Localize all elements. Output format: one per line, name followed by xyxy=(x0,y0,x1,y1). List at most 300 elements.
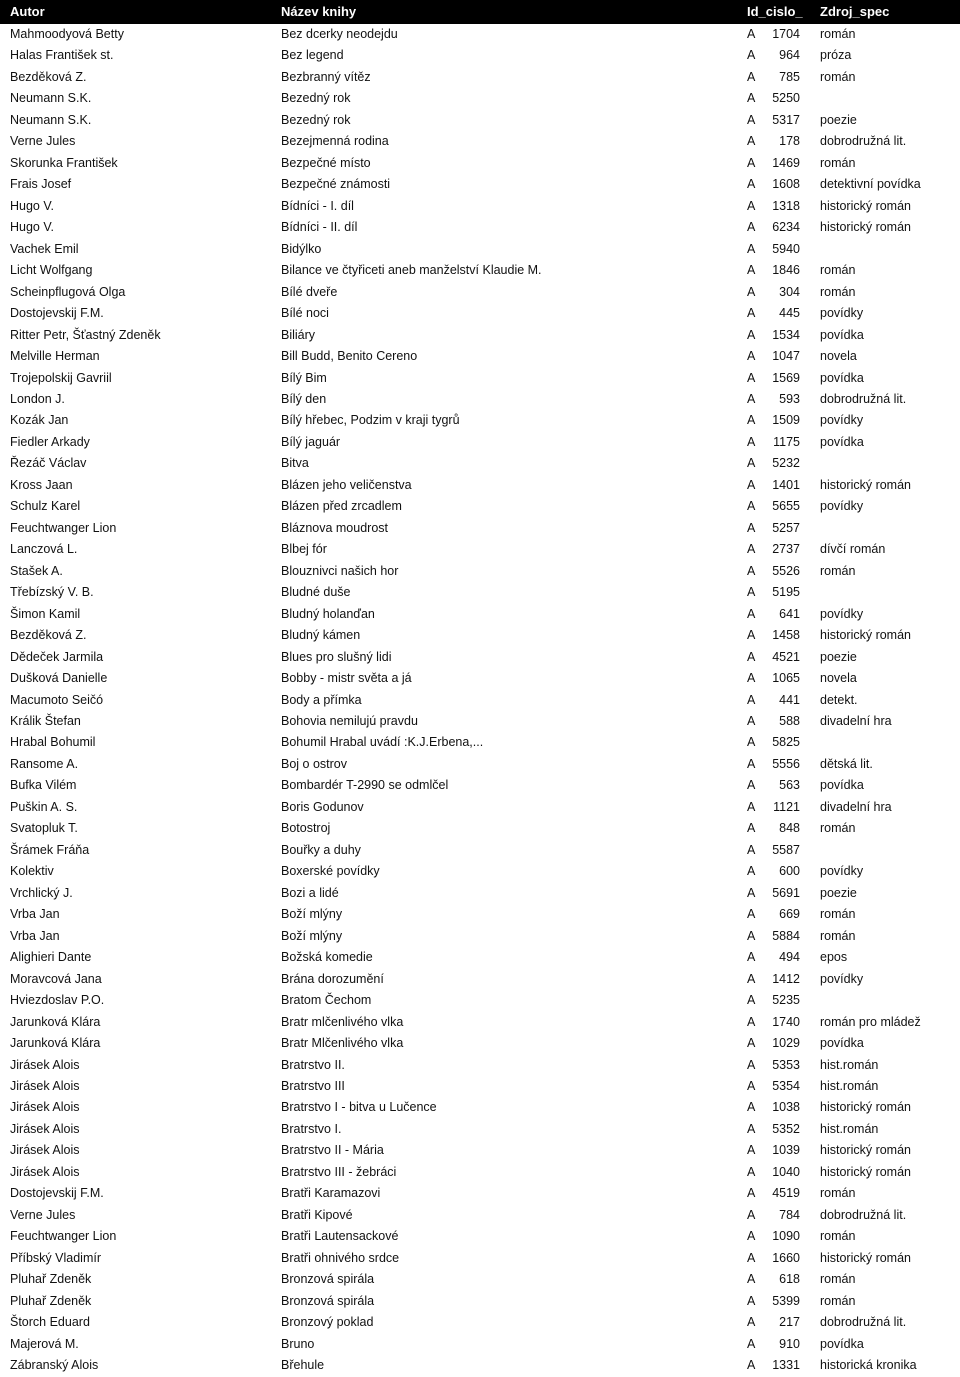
cell-autor: Halas František st. xyxy=(10,48,114,63)
cell-zdroj: poezie xyxy=(820,112,857,127)
cell-id-prefix: A xyxy=(747,692,756,707)
cell-id-prefix: A xyxy=(747,1293,756,1308)
cell-nazev: Bez legend xyxy=(281,48,344,63)
cell-id-number: 1401 xyxy=(772,477,800,492)
cell-autor: Králik Štefan xyxy=(10,714,81,728)
cell-id-prefix: A xyxy=(747,327,756,342)
header-nazev: Název knihy xyxy=(281,4,357,19)
cell-zdroj: historický román xyxy=(820,477,911,492)
cell-nazev: Bronzová spirála xyxy=(281,1293,375,1308)
cell-zdroj: povídky xyxy=(820,499,864,514)
table-row xyxy=(0,582,960,603)
cell-id-number: 1608 xyxy=(772,177,800,192)
cell-zdroj: divadelní hra xyxy=(820,714,892,728)
table-row xyxy=(0,174,960,195)
cell-zdroj: dobrodružná lit. xyxy=(820,1315,907,1330)
table-row xyxy=(0,1076,960,1097)
cell-id-prefix: A xyxy=(747,756,756,771)
cell-id-prefix: A xyxy=(747,91,756,106)
cell-zdroj: historický román xyxy=(820,1164,911,1179)
cell-zdroj: detektivní povídka xyxy=(820,177,921,192)
cell-zdroj: román xyxy=(820,821,856,836)
table-row xyxy=(0,1119,960,1140)
cell-id-prefix: A xyxy=(747,1100,756,1115)
cell-autor: Melville Herman xyxy=(10,349,100,364)
cell-nazev: Bronzová spirála xyxy=(281,1272,375,1287)
cell-id-number: 1846 xyxy=(772,263,800,278)
cell-zdroj: povídky xyxy=(820,971,864,986)
table-row xyxy=(0,153,960,174)
cell-id-prefix: A xyxy=(747,263,756,278)
cell-autor: Jarunková Klára xyxy=(10,1014,101,1029)
cell-nazev: Bruno xyxy=(281,1336,315,1351)
cell-id-number: 1740 xyxy=(772,1014,800,1029)
cell-nazev: Blázen před zrcadlem xyxy=(281,499,402,514)
cell-nazev: Body a přímka xyxy=(281,692,362,707)
cell-id-prefix: A xyxy=(747,155,756,170)
cell-id-number: 1704 xyxy=(772,27,800,41)
cell-id-prefix: A xyxy=(747,649,756,664)
cell-autor: Fiedler Arkady xyxy=(10,434,90,449)
table-row xyxy=(0,818,960,839)
cell-nazev: Bill Budd, Benito Cereno xyxy=(281,349,418,364)
cell-nazev: Bezedný rok xyxy=(281,91,351,106)
cell-zdroj: povídka xyxy=(820,1336,864,1351)
cell-id-prefix: A xyxy=(747,349,756,364)
cell-id-number: 1660 xyxy=(772,1250,800,1265)
table-row xyxy=(0,325,960,346)
cell-id-number: 1509 xyxy=(772,413,800,428)
cell-zdroj: román xyxy=(820,155,856,170)
table-row xyxy=(0,368,960,389)
cell-zdroj: povídka xyxy=(820,434,864,449)
cell-autor: Frais Josef xyxy=(10,177,72,192)
cell-id-prefix: A xyxy=(747,177,756,192)
cell-id-prefix: A xyxy=(747,971,756,986)
cell-nazev: Bílý hřebec, Podzim v kraji tygrů xyxy=(281,413,460,428)
cell-nazev: Bludný kámen xyxy=(281,628,361,643)
cell-id-prefix: A xyxy=(747,284,756,299)
cell-id-number: 588 xyxy=(779,714,800,728)
cell-autor: Kozák Jan xyxy=(10,413,69,428)
cell-autor: Stašek A. xyxy=(10,563,63,578)
table-row xyxy=(0,690,960,711)
cell-id-number: 4521 xyxy=(772,649,800,664)
cell-zdroj: povídky xyxy=(820,306,864,321)
cell-nazev: Bezpečné známosti xyxy=(281,177,391,192)
cell-zdroj: novela xyxy=(820,671,857,686)
cell-id-number: 1469 xyxy=(772,155,800,170)
cell-id-number: 304 xyxy=(779,284,800,299)
cell-id-number: 1534 xyxy=(772,327,800,342)
cell-id-prefix: A xyxy=(747,391,756,406)
cell-id-number: 5257 xyxy=(772,520,800,535)
cell-zdroj: román xyxy=(820,1272,856,1287)
cell-autor: Bezděková Z. xyxy=(10,628,87,643)
table-row xyxy=(0,131,960,152)
table-row xyxy=(0,303,960,324)
cell-id-prefix: A xyxy=(747,477,756,492)
cell-id-number: 441 xyxy=(779,692,800,707)
cell-autor: Jirásek Alois xyxy=(10,1057,80,1072)
cell-id-prefix: A xyxy=(747,542,756,557)
table-row xyxy=(0,67,960,88)
cell-nazev: Bludný holanďan xyxy=(281,606,375,621)
cell-nazev: Bidýlko xyxy=(281,241,322,256)
cell-nazev: Bídníci - I. díl xyxy=(281,198,354,213)
cell-zdroj: povídky xyxy=(820,413,864,428)
cell-id-number: 1029 xyxy=(772,1036,800,1051)
cell-autor: Verne Jules xyxy=(10,1207,76,1222)
cell-id-number: 618 xyxy=(779,1272,800,1287)
cell-id-prefix: A xyxy=(747,1121,756,1136)
cell-zdroj: román xyxy=(820,1293,856,1308)
cell-id-number: 563 xyxy=(779,778,800,793)
cell-autor: Macumoto Seičó xyxy=(10,692,104,707)
cell-id-prefix: A xyxy=(747,1057,756,1072)
table-row xyxy=(0,947,960,968)
cell-nazev: Bratři Karamazovi xyxy=(281,1186,381,1201)
cell-zdroj: povídky xyxy=(820,606,864,621)
cell-nazev: Boj o ostrov xyxy=(281,756,348,771)
cell-id-prefix: A xyxy=(747,370,756,385)
cell-id-number: 5195 xyxy=(772,585,800,600)
cell-id-prefix: A xyxy=(747,413,756,428)
cell-zdroj: román xyxy=(820,69,856,84)
table-row xyxy=(0,732,960,753)
table-row xyxy=(0,518,960,539)
cell-nazev: Boris Godunov xyxy=(281,799,364,814)
table-row xyxy=(0,1312,960,1333)
cell-id-prefix: A xyxy=(747,1186,756,1201)
table-row xyxy=(0,346,960,367)
cell-nazev: Blbej fór xyxy=(281,542,327,557)
cell-nazev: Boxerské povídky xyxy=(281,864,380,879)
cell-autor: Svatopluk T. xyxy=(10,821,78,836)
cell-id-prefix: A xyxy=(747,799,756,814)
table-row xyxy=(0,797,960,818)
cell-nazev: Božská komedie xyxy=(281,950,373,965)
cell-id-prefix: A xyxy=(747,1336,756,1351)
cell-autor: Kross Jaan xyxy=(10,477,73,492)
table-row xyxy=(0,1012,960,1033)
cell-zdroj: divadelní hra xyxy=(820,799,892,814)
cell-nazev: Bitva xyxy=(281,456,309,471)
cell-id-number: 1047 xyxy=(772,349,800,364)
table-row xyxy=(0,88,960,109)
cell-zdroj: poezie xyxy=(820,649,857,664)
cell-id-number: 1065 xyxy=(772,671,800,686)
cell-nazev: Bílé dveře xyxy=(281,284,338,299)
cell-id-prefix: A xyxy=(747,735,756,750)
table-row xyxy=(0,561,960,582)
cell-zdroj: dětská lit. xyxy=(820,756,873,771)
cell-nazev: Biliáry xyxy=(281,327,316,342)
cell-id-number: 2737 xyxy=(772,542,800,557)
cell-autor: Alighieri Dante xyxy=(10,950,92,965)
cell-nazev: Bratři Lautensackové xyxy=(281,1229,399,1244)
cell-id-number: 5232 xyxy=(772,456,800,471)
cell-autor: Puškin A. S. xyxy=(10,799,78,814)
cell-autor: Mahmoodyová Betty xyxy=(10,27,124,41)
table-row xyxy=(0,260,960,281)
table-row xyxy=(0,883,960,904)
cell-nazev: Bezpečné místo xyxy=(281,155,371,170)
cell-nazev: Bratrstvo II. xyxy=(281,1057,345,1072)
table-row xyxy=(0,539,960,560)
cell-autor: Feuchtwanger Lion xyxy=(10,520,117,535)
cell-nazev: Bezedný rok xyxy=(281,112,351,127)
cell-id-number: 5587 xyxy=(772,842,800,857)
cell-autor: Šimon Kamil xyxy=(10,606,81,621)
cell-nazev: Boží mlýny xyxy=(281,907,343,922)
table-header xyxy=(0,0,960,24)
cell-autor: Dostojevskij F.M. xyxy=(10,306,104,321)
cell-zdroj: dívčí román xyxy=(820,542,886,557)
cell-zdroj: hist.román xyxy=(820,1057,879,1072)
cell-autor: London J. xyxy=(10,391,65,406)
cell-id-number: 494 xyxy=(779,950,800,965)
table-row xyxy=(0,1291,960,1312)
table-row xyxy=(0,604,960,625)
cell-id-number: 5354 xyxy=(772,1078,800,1093)
cell-id-prefix: A xyxy=(747,563,756,578)
header-zdroj: Zdroj_spec xyxy=(820,4,890,19)
table-row xyxy=(0,475,960,496)
cell-autor: Jirásek Alois xyxy=(10,1143,80,1158)
cell-autor: Jirásek Alois xyxy=(10,1078,80,1093)
cell-id-number: 848 xyxy=(779,821,800,836)
cell-id-prefix: A xyxy=(747,1078,756,1093)
cell-id-prefix: A xyxy=(747,842,756,857)
table-row xyxy=(0,1140,960,1161)
cell-id-number: 1412 xyxy=(772,971,800,986)
cell-nazev: Bratrstvo I. xyxy=(281,1121,342,1136)
table-row xyxy=(0,24,960,45)
cell-id-number: 5352 xyxy=(772,1121,800,1136)
cell-nazev: Bobby - mistr světa a já xyxy=(281,671,412,686)
cell-zdroj: román xyxy=(820,1229,856,1244)
cell-zdroj: román xyxy=(820,563,856,578)
cell-nazev: Bratrstvo I - bitva u Lučence xyxy=(281,1100,437,1115)
cell-id-prefix: A xyxy=(747,950,756,965)
cell-zdroj: povídka xyxy=(820,327,864,342)
cell-autor: Vachek Emil xyxy=(10,241,79,256)
cell-zdroj: hist.román xyxy=(820,1078,879,1093)
cell-id-prefix: A xyxy=(747,821,756,836)
cell-autor: Bufka Vilém xyxy=(10,778,77,793)
cell-id-number: 910 xyxy=(779,1336,800,1351)
cell-id-number: 5940 xyxy=(772,241,800,256)
header-autor: Autor xyxy=(10,4,45,19)
cell-id-prefix: A xyxy=(747,1358,756,1373)
cell-nazev: Bídníci - II. díl xyxy=(281,220,358,235)
cell-id-number: 1039 xyxy=(772,1143,800,1158)
cell-nazev: Bez dcerky neodejdu xyxy=(281,27,398,41)
cell-nazev: Bratři ohnivého srdce xyxy=(281,1250,400,1265)
cell-id-prefix: A xyxy=(747,864,756,879)
cell-id-prefix: A xyxy=(747,1207,756,1222)
cell-id-prefix: A xyxy=(747,1229,756,1244)
table-row xyxy=(0,1183,960,1204)
cell-zdroj: historický román xyxy=(820,628,911,643)
cell-id-prefix: A xyxy=(747,885,756,900)
cell-id-number: 6234 xyxy=(772,220,800,235)
cell-id-prefix: A xyxy=(747,27,756,41)
cell-id-prefix: A xyxy=(747,241,756,256)
cell-nazev: Bezbranný vítěz xyxy=(281,69,371,84)
cell-id-prefix: A xyxy=(747,993,756,1008)
cell-zdroj: poezie xyxy=(820,885,857,900)
cell-autor: Pluhař Zdeněk xyxy=(10,1272,92,1287)
cell-id-number: 5399 xyxy=(772,1293,800,1308)
cell-zdroj: dobrodružná lit. xyxy=(820,134,907,149)
cell-id-number: 964 xyxy=(779,48,800,63)
cell-zdroj: román xyxy=(820,284,856,299)
table-body xyxy=(0,24,960,1377)
cell-id-prefix: A xyxy=(747,499,756,514)
table-row xyxy=(0,625,960,646)
table-row xyxy=(0,389,960,410)
table-row xyxy=(0,754,960,775)
cell-autor: Vrba Jan xyxy=(10,928,60,943)
cell-nazev: Bratrstvo III - žebráci xyxy=(281,1164,397,1179)
cell-autor: Štorch Eduard xyxy=(10,1315,90,1330)
cell-id-number: 5235 xyxy=(772,993,800,1008)
cell-autor: Schulz Karel xyxy=(10,499,81,514)
cell-id-number: 217 xyxy=(779,1315,800,1330)
cell-nazev: Bláznova moudrost xyxy=(281,520,389,535)
cell-autor: Hviezdoslav P.O. xyxy=(10,993,105,1008)
cell-id-number: 178 xyxy=(779,134,800,149)
cell-id-prefix: A xyxy=(747,907,756,922)
cell-id-number: 1175 xyxy=(773,434,800,449)
cell-zdroj: román xyxy=(820,27,856,41)
cell-nazev: Blouznivci našich hor xyxy=(281,563,399,578)
cell-nazev: Bílý jaguár xyxy=(281,434,341,449)
cell-id-number: 5317 xyxy=(772,112,800,127)
cell-id-number: 445 xyxy=(779,306,800,321)
cell-autor: Lanczová L. xyxy=(10,542,78,557)
cell-autor: Neumann S.K. xyxy=(10,91,92,106)
table-row xyxy=(0,1334,960,1355)
cell-id-number: 593 xyxy=(779,391,800,406)
cell-id-number: 5884 xyxy=(772,928,800,943)
cell-id-prefix: A xyxy=(747,1272,756,1287)
table-row xyxy=(0,990,960,1011)
table-row xyxy=(0,196,960,217)
table-row xyxy=(0,775,960,796)
cell-autor: Majerová M. xyxy=(10,1336,79,1351)
cell-autor: Bezděková Z. xyxy=(10,69,87,84)
cell-id-number: 1331 xyxy=(772,1358,800,1373)
cell-id-prefix: A xyxy=(747,112,756,127)
cell-zdroj: román xyxy=(820,928,856,943)
cell-autor: Scheinpflugová Olga xyxy=(10,284,126,299)
cell-id-prefix: A xyxy=(747,198,756,213)
cell-id-prefix: A xyxy=(747,585,756,600)
cell-id-prefix: A xyxy=(747,1014,756,1029)
table-row xyxy=(0,282,960,303)
cell-nazev: Bratrstvo III xyxy=(281,1078,345,1093)
cell-id-number: 5353 xyxy=(772,1057,800,1072)
table-row xyxy=(0,1097,960,1118)
cell-zdroj: historický román xyxy=(820,1250,911,1265)
cell-id-number: 5526 xyxy=(772,563,800,578)
cell-nazev: Bohumil Hrabal uvádí :K.J.Erbena,... xyxy=(281,735,484,750)
cell-zdroj: epos xyxy=(820,950,848,965)
cell-nazev: Bombardér T-2990 se odmlčel xyxy=(281,778,449,793)
cell-id-prefix: A xyxy=(747,1315,756,1330)
cell-zdroj: povídka xyxy=(820,370,864,385)
table-row xyxy=(0,1033,960,1054)
cell-nazev: Bílý Bim xyxy=(281,370,327,385)
table-row xyxy=(0,45,960,66)
cell-zdroj: povídka xyxy=(820,778,864,793)
table-row xyxy=(0,647,960,668)
table-row xyxy=(0,453,960,474)
cell-zdroj: hist.román xyxy=(820,1121,879,1136)
cell-id-prefix: A xyxy=(747,520,756,535)
table-row xyxy=(0,1226,960,1247)
cell-zdroj: historická kronika xyxy=(820,1358,917,1373)
cell-autor: Řezáč Václav xyxy=(10,456,87,471)
cell-id-number: 785 xyxy=(779,69,800,84)
cell-zdroj: historický román xyxy=(820,1143,911,1158)
cell-nazev: Boží mlýny xyxy=(281,928,343,943)
cell-nazev: Bratr Mlčenlivého vlka xyxy=(281,1036,404,1051)
cell-autor: Zábranský Alois xyxy=(10,1358,99,1373)
cell-zdroj: román xyxy=(820,1186,856,1201)
cell-nazev: Bratrstvo II - Mária xyxy=(281,1143,384,1158)
cell-autor: Kolektiv xyxy=(10,864,54,879)
cell-zdroj: historický román xyxy=(820,198,911,213)
cell-autor: Hugo V. xyxy=(10,220,55,235)
cell-zdroj: historický román xyxy=(820,220,911,235)
cell-id-number: 5655 xyxy=(772,499,800,514)
table-row xyxy=(0,1355,960,1376)
table-row xyxy=(0,1248,960,1269)
cell-id-prefix: A xyxy=(747,434,756,449)
cell-autor: Příbský Vladimír xyxy=(10,1250,101,1265)
cell-autor: Vrchlický J. xyxy=(10,885,73,900)
cell-id-number: 784 xyxy=(779,1207,800,1222)
table-row xyxy=(0,668,960,689)
cell-id-number: 1040 xyxy=(772,1164,800,1179)
table-row xyxy=(0,110,960,131)
table-row xyxy=(0,1055,960,1076)
cell-id-prefix: A xyxy=(747,134,756,149)
cell-nazev: Bílé noci xyxy=(281,306,329,321)
cell-id-prefix: A xyxy=(747,1143,756,1158)
table-row xyxy=(0,1269,960,1290)
cell-zdroj: povídky xyxy=(820,864,864,879)
cell-id-number: 1090 xyxy=(772,1229,800,1244)
cell-autor: Vrba Jan xyxy=(10,907,60,922)
cell-nazev: Bludné duše xyxy=(281,585,351,600)
cell-nazev: Bílý den xyxy=(281,391,327,406)
cell-autor: Šrámek Fráňa xyxy=(10,842,90,857)
cell-id-number: 5825 xyxy=(772,735,800,750)
cell-id-number: 5691 xyxy=(772,885,800,900)
cell-zdroj: detekt. xyxy=(820,692,858,707)
table-row xyxy=(0,1205,960,1226)
cell-nazev: Břehule xyxy=(281,1358,325,1373)
cell-zdroj: povídka xyxy=(820,1036,864,1051)
cell-autor: Jirásek Alois xyxy=(10,1164,80,1179)
cell-nazev: Bratr mlčenlivého vlka xyxy=(281,1014,404,1029)
cell-id-prefix: A xyxy=(747,628,756,643)
